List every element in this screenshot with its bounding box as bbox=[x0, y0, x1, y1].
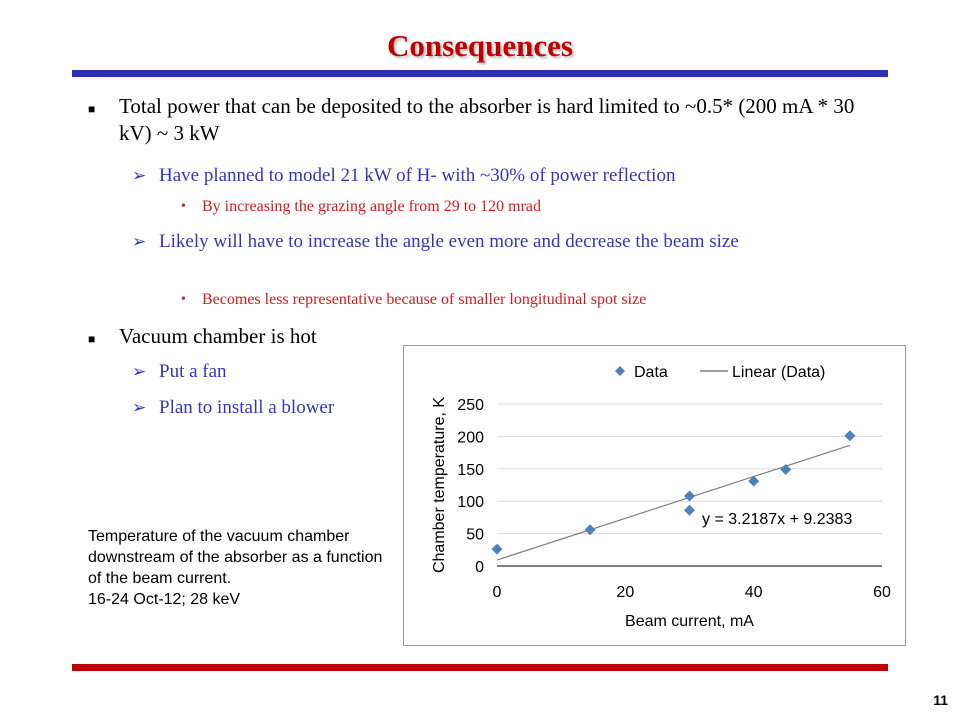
arrow-bullet-icon: ➢ bbox=[132, 398, 147, 417]
y-tick-label: 200 bbox=[457, 429, 484, 447]
arrow-bullet-icon: ➢ bbox=[132, 232, 147, 251]
bullet-item bbox=[132, 163, 879, 188]
y-tick-label: 100 bbox=[457, 494, 484, 512]
x-tick-label: 20 bbox=[616, 584, 635, 601]
x-tick-label: 60 bbox=[873, 584, 891, 601]
bullet-text: Vacuum chamber is hot bbox=[119, 324, 317, 348]
y-tick-label: 250 bbox=[457, 397, 484, 414]
dot-bullet-icon: • bbox=[181, 199, 186, 214]
arrow-bullet-icon: ➢ bbox=[132, 166, 147, 185]
bullet-text: Total power that can be deposited to the absorber is hard limited to ~0.5* (200 mA * 30 kV) ~ 3 kW bbox=[119, 94, 855, 145]
square-bullet-icon: ■ bbox=[88, 332, 96, 346]
square-bullet-icon: ■ bbox=[88, 102, 96, 116]
bullet-item bbox=[88, 323, 439, 350]
data-point bbox=[684, 491, 695, 502]
x-axis-title: Beam current, mA bbox=[625, 613, 754, 630]
x-tick-label: 0 bbox=[492, 584, 502, 601]
arrow-bullet-icon: ➢ bbox=[132, 362, 147, 381]
data-point bbox=[492, 544, 503, 555]
page-number: 11 bbox=[933, 692, 948, 708]
bullet-item bbox=[132, 359, 409, 384]
dot-bullet-icon: • bbox=[181, 292, 186, 307]
bullet-item bbox=[132, 229, 877, 254]
bullet-item bbox=[181, 197, 882, 217]
legend-label-data: Data bbox=[634, 364, 668, 381]
title-divider bbox=[72, 70, 888, 77]
y-tick-label: 0 bbox=[475, 559, 484, 576]
footer-divider bbox=[72, 664, 888, 671]
bullet-item bbox=[132, 395, 419, 420]
y-tick-label: 150 bbox=[457, 461, 484, 479]
bullet-text: By increasing the grazing angle from 29 to 120 mrad bbox=[202, 198, 542, 215]
chart-canvas bbox=[404, 346, 905, 645]
bullet-text: Likely will have to increase the angle even more and decrease the beam size bbox=[159, 231, 739, 252]
bullet-text: Becomes less representative because of smaller longitudinal spot size bbox=[202, 291, 647, 308]
data-point bbox=[780, 464, 791, 475]
bullet-text: Have planned to model 21 kW of H- with ~30% of power reflection bbox=[159, 165, 676, 186]
bullet-item bbox=[181, 290, 882, 310]
bullet-item bbox=[88, 93, 879, 147]
legend-label-linear: Linear (Data) bbox=[732, 364, 826, 381]
chart-caption bbox=[88, 526, 388, 610]
y-tick-label: 50 bbox=[466, 526, 484, 544]
y-axis-title: Chamber temperature, K bbox=[431, 396, 448, 574]
bullet-text: Put a fan bbox=[159, 361, 227, 382]
x-tick-label: 40 bbox=[744, 584, 763, 601]
slide-title: Consequences bbox=[386, 28, 573, 63]
bullet-text: Plan to install a blower bbox=[159, 397, 335, 418]
caption-description: Temperature of the vacuum chamber downstream of the absorber as a function of the beam current. bbox=[88, 528, 383, 587]
trendline bbox=[497, 445, 853, 560]
temperature-chart bbox=[403, 345, 906, 646]
legend-marker-data bbox=[615, 366, 625, 376]
data-point bbox=[684, 505, 695, 516]
trendline-equation: y = 3.2187x + 9.2383 bbox=[702, 511, 853, 528]
caption-dates: 16-24 Oct-12; 28 keV bbox=[88, 591, 241, 608]
data-point bbox=[844, 430, 855, 441]
